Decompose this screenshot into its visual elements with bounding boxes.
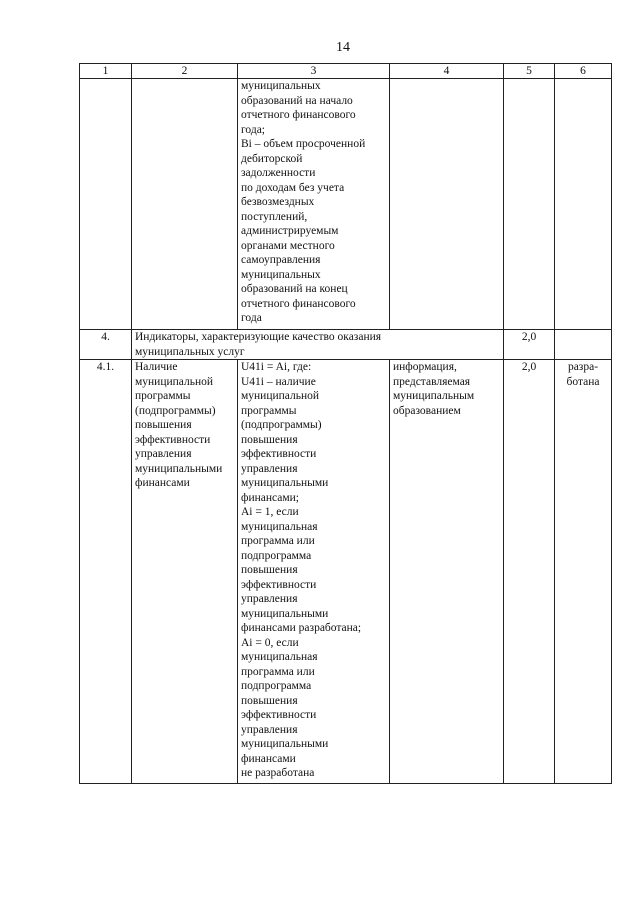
formula-line: управления: [241, 593, 298, 605]
indicator-source: [390, 360, 504, 784]
formula-line: эффективности: [241, 448, 317, 460]
formula-line: по доходам без учета: [241, 181, 345, 194]
indicator-name: [132, 360, 238, 784]
continuation-num-cell: [80, 79, 132, 330]
formula-line: повышения: [241, 694, 298, 707]
continuation-source-cell: [390, 79, 504, 330]
note-line: разра-: [567, 361, 599, 373]
formula-line: дебиторской: [241, 152, 303, 165]
indicator-name-line: Наличие: [135, 361, 178, 373]
indicator-name-line: муниципальной: [135, 375, 214, 388]
source-line: информация,: [393, 361, 457, 373]
formula-line: финансами;: [241, 491, 299, 504]
continuation-row: [80, 79, 612, 330]
formula-line: муниципальная: [241, 520, 318, 533]
formula-line: управления: [241, 462, 298, 475]
formula-line: безвозмездных: [241, 196, 315, 208]
note-line: ботана: [566, 375, 600, 388]
column-number-cell: 4: [390, 64, 504, 79]
formula-line: (подпрограммы): [241, 419, 322, 431]
indicator-name-line: повышения: [135, 419, 192, 431]
indicator-number: 4.1.: [80, 360, 132, 784]
indicator-name-line: муниципальными: [135, 462, 223, 475]
indicator-formula: [238, 360, 390, 784]
formula-line: повышения: [241, 433, 298, 446]
formula-line: программы: [241, 404, 297, 417]
formula-line: самоуправления: [241, 254, 321, 266]
formula-line: финансами: [241, 752, 296, 765]
formula-line: года: [241, 312, 262, 324]
formula-line: муниципальных: [241, 268, 321, 281]
formula-line: эффективности: [241, 709, 317, 721]
indicator-name-line: эффективности: [135, 433, 211, 446]
indicator-note: [555, 360, 612, 784]
section-weight: 2,0: [504, 330, 555, 360]
column-number-cell: 6: [555, 64, 612, 79]
formula-line: муниципальной: [241, 390, 320, 402]
continuation-formula-cell: [238, 79, 390, 330]
indicator-name-line: управления: [135, 448, 192, 460]
section-title-line: муниципальных услуг: [135, 345, 245, 358]
formula-line: Ai = 0, если: [241, 636, 299, 649]
column-number-cell: 3: [238, 64, 390, 79]
formula-line: муниципальная: [241, 651, 318, 663]
formula-line: образований на начало: [241, 94, 353, 107]
indicator-name-line: программы: [135, 390, 191, 402]
source-line: муниципальным: [393, 390, 475, 402]
continuation-weight-cell: [504, 79, 555, 330]
formula-line: года;: [241, 123, 265, 136]
formula-line: программа или: [241, 535, 315, 547]
formula-line: муниципальными: [241, 738, 329, 750]
formula-line: муниципальных: [241, 80, 321, 92]
section-note-cell: [555, 330, 612, 360]
indicator-table: [79, 63, 612, 784]
formula-line: Ai = 1, если: [241, 506, 299, 518]
formula-line: задолженности: [241, 167, 316, 179]
indicator-name-line: (подпрограммы): [135, 404, 216, 417]
continuation-name-cell: [132, 79, 238, 330]
formula-line: администрируемым: [241, 225, 339, 237]
formula-line: подпрограмма: [241, 680, 312, 692]
section-number: 4.: [80, 330, 132, 360]
formula-line: U41i = Ai, где:: [241, 361, 312, 373]
continuation-note-cell: [555, 79, 612, 330]
indicator-row: [80, 360, 612, 784]
formula-line: управления: [241, 723, 298, 736]
formula-line: отчетного финансового: [241, 109, 356, 121]
formula-line: муниципальными: [241, 607, 329, 620]
formula-line: программа или: [241, 665, 315, 678]
column-number-cell: 5: [504, 64, 555, 79]
formula-line: U41i – наличие: [241, 375, 316, 388]
formula-line: Bi – объем просроченной: [241, 138, 366, 150]
formula-line: эффективности: [241, 578, 317, 591]
formula-line: поступлений,: [241, 210, 308, 223]
section-title-line: Индикаторы, характеризующие качество оказания: [135, 331, 382, 343]
formula-line: органами местного: [241, 239, 335, 252]
column-number-row: [80, 64, 612, 79]
formula-line: муниципальными: [241, 477, 329, 489]
section-row: [80, 330, 612, 360]
column-number-cell: 2: [132, 64, 238, 79]
formula-line: финансами разработана;: [241, 622, 362, 634]
formula-line: подпрограмма: [241, 549, 312, 562]
source-line: образованием: [393, 404, 461, 417]
column-number-cell: 1: [80, 64, 132, 79]
source-line: представляемая: [393, 375, 471, 388]
indicator-name-line: финансами: [135, 477, 190, 489]
formula-line: отчетного финансового: [241, 297, 356, 310]
formula-line: образований на конец: [241, 283, 348, 295]
formula-line: повышения: [241, 564, 298, 576]
formula-line: не разработана: [241, 767, 315, 779]
indicator-weight: 2,0: [504, 360, 555, 784]
page-number: 14: [336, 40, 350, 55]
section-title: [132, 330, 504, 360]
